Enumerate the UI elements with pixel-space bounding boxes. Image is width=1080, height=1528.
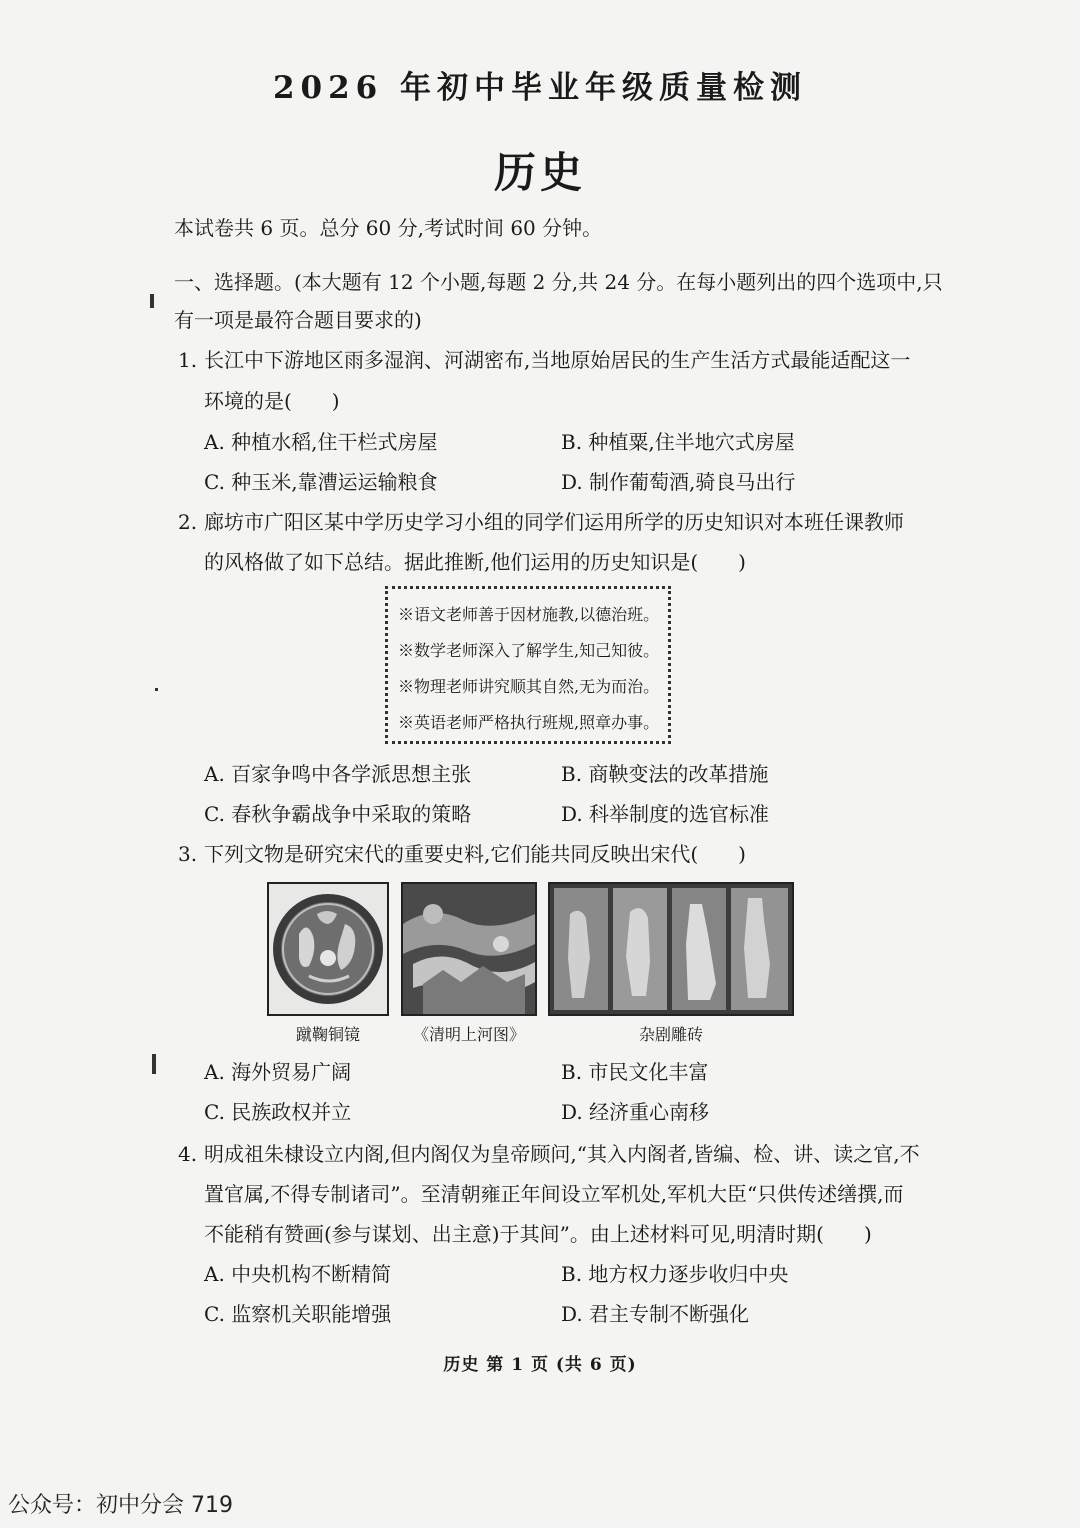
q4-stem-line1: 明成祖朱棣设立内阁,但内阁仅为皇帝顾问,“其入内阁者,皆编、检、讲、读之官,不 [204, 1142, 920, 1166]
q1-number: 1. [178, 348, 198, 372]
page-footer: 历史 第 1 页 (共 6 页) [443, 1355, 637, 1375]
q4-option-c[interactable]: C. 监察机关职能增强 [204, 1302, 392, 1326]
q1-option-d[interactable]: D. 制作葡萄酒,骑良马出行 [561, 470, 796, 494]
q4-stem-line2: 置官属,不得专制诸司”。至清朝雍正年间设立军机处,军机大臣“只供传述缮撰,而 [204, 1182, 904, 1206]
q1-stem-line1: 长江中下游地区雨多湿润、河湖密布,当地原始居民的生产生活方式最能适配这一 [204, 348, 911, 372]
carved-brick-drawing [550, 884, 792, 1014]
q3-option-b[interactable]: B. 市民文化丰富 [561, 1060, 709, 1084]
q2-quote-box [385, 586, 671, 744]
q3-stem: 下列文物是研究宋代的重要史料,它们能共同反映出宋代( ) [204, 842, 746, 866]
bronze-mirror-drawing [269, 884, 387, 1014]
q3-option-a[interactable]: A. 海外贸易广阔 [204, 1060, 352, 1084]
caption-bronze-mirror: 蹴鞠铜镜 [295, 1025, 360, 1044]
q2-option-c[interactable]: C. 春秋争霸战争中采取的策略 [204, 802, 472, 826]
q2-option-b[interactable]: B. 商鞅变法的改革措施 [561, 762, 769, 786]
watermark-text: 公众号：初中分会 719 [8, 1493, 233, 1518]
q3-option-c[interactable]: C. 民族政权并立 [204, 1100, 352, 1124]
q4-option-d[interactable]: D. 君主专制不断强化 [561, 1302, 750, 1326]
q2-quote-2: ※数学老师深入了解学生,知己知彼。 [398, 641, 660, 660]
q2-stem-line2: 的风格做了如下总结。据此推断,他们运用的历史知识是( ) [204, 550, 746, 574]
q2-quote-4: ※英语老师严格执行班规,照章办事。 [398, 713, 660, 732]
q3-option-d[interactable]: D. 经济重心南移 [561, 1100, 710, 1124]
q2-option-d[interactable]: D. 科举制度的选官标准 [561, 802, 770, 826]
section-heading-line1: 一、选择题。(本大题有 12 个小题,每题 2 分,共 24 分。在每小题列出的四个选项中,只 [174, 270, 943, 294]
scan-speck [155, 688, 158, 691]
q4-option-a[interactable]: A. 中央机构不断精简 [204, 1262, 392, 1286]
q2-option-a[interactable]: A. 百家争鸣中各学派思想主张 [204, 762, 472, 786]
subject-title: 历史 [493, 148, 586, 197]
section-heading-line2: 有一项是最符合题目要求的) [174, 308, 422, 332]
caption-carved-brick: 杂剧雕砖 [638, 1025, 703, 1044]
q1-option-a[interactable]: A. 种植水稻,住干栏式房屋 [204, 430, 438, 454]
q2-quote-1: ※语文老师善于因材施教,以德治班。 [398, 605, 660, 624]
q4-stem-line3: 不能稍有赞画(参与谋划、出主意)于其间”。由上述材料可见,明清时期( ) [204, 1222, 872, 1246]
q3-number: 3. [178, 842, 198, 866]
q1-stem-line2: 环境的是( ) [204, 389, 340, 413]
q4-option-b[interactable]: B. 地方权力逐步收归中央 [561, 1262, 789, 1286]
qingming-painting-drawing [403, 884, 535, 1014]
q2-number: 2. [178, 510, 198, 534]
scan-speck [152, 1054, 156, 1074]
zaju-carved-brick-image [548, 882, 794, 1016]
q2-stem-line1: 廊坊市广阳区某中学历史学习小组的同学们运用所学的历史知识对本班任课教师 [204, 510, 904, 534]
scan-speck [150, 294, 154, 308]
exam-title: 2026 年初中毕业年级质量检测 [272, 70, 808, 106]
cuju-bronze-mirror-image [267, 882, 389, 1016]
qingming-painting-image [401, 882, 537, 1016]
q1-option-c[interactable]: C. 种玉米,靠漕运运输粮食 [204, 470, 438, 494]
exam-intro: 本试卷共 6 页。总分 60 分,考试时间 60 分钟。 [174, 216, 603, 240]
caption-qingming-painting: 《清明上河图》 [412, 1025, 525, 1044]
q4-number: 4. [178, 1142, 198, 1166]
q1-option-b[interactable]: B. 种植粟,住半地穴式房屋 [561, 430, 795, 454]
q2-quote-3: ※物理老师讲究顺其自然,无为而治。 [398, 677, 660, 696]
